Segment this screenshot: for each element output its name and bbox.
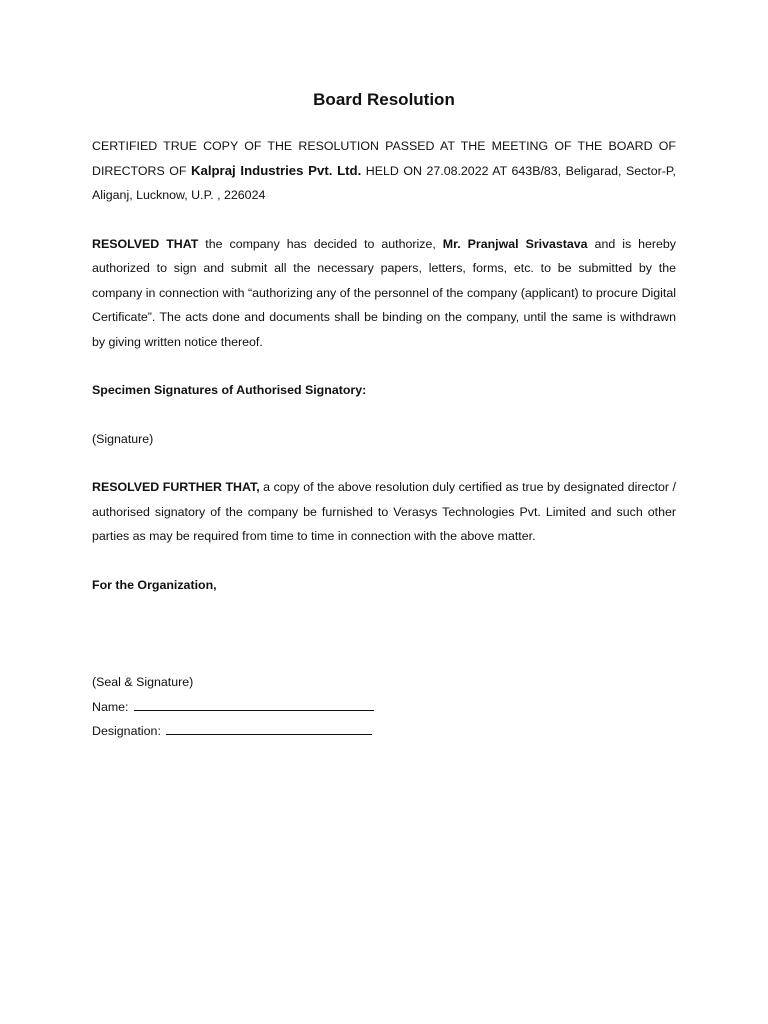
name-blank-line [134,698,374,711]
resolved-further-label: RESOLVED FURTHER THAT, [92,480,260,494]
seal-signature-label: (Seal & Signature) [92,675,194,689]
designation-label: Designation: [92,724,165,738]
resolved-further-text: a copy of the above resolution duly certified as true by designated director / authorised signatory of the company be furnished to Verasys Technologies Pvt. Limited and such other parties as may be required from time to time in connection with the above matter. [92,480,676,543]
designation-field [92,719,676,744]
company-name: Kalpraj Industries Pvt. Ltd. [190,162,362,178]
resolved-text-2: and is hereby authorized to sign and submit all the necessary papers, letters, forms, etc. to be submitted by the company in connection with “authorizing any of the personnel of the company (applicant) to procure Digital Certificate”. The acts done and documents shall be binding on the company, until the same is withdrawn by giving written notice thereof. [92,236,676,349]
signature-block [92,670,676,744]
resolved-paragraph [92,232,676,355]
for-organization: For the Organization, [92,577,217,592]
name-label: Name: [92,699,132,714]
certified-tail-text: HELD ON 27.08.2022 AT 643B/83, Beligarad, Sector-P, Aliganj, Lucknow, U.P. , 226024 [92,163,676,202]
resolved-further-paragraph [92,475,676,549]
specimen-heading: Specimen Signatures of Authorised Signatory: [92,383,367,397]
name-field [92,695,676,720]
resolved-text-1: the company has decided to authorize, [198,236,443,251]
certified-lead-text: CERTIFIED TRUE COPY OF THE RESOLUTION PASSED AT THE MEETING OF THE BOARD OF DIRECTORS OF [92,139,676,178]
authorized-person: Mr. Pranjwal Srivastava [442,236,588,251]
certified-paragraph [92,134,676,208]
resolved-label: RESOLVED THAT [92,236,199,251]
document-title: Board Resolution [313,90,455,109]
designation-blank-line [166,722,372,735]
signature-label: (Signature) [92,431,154,446]
